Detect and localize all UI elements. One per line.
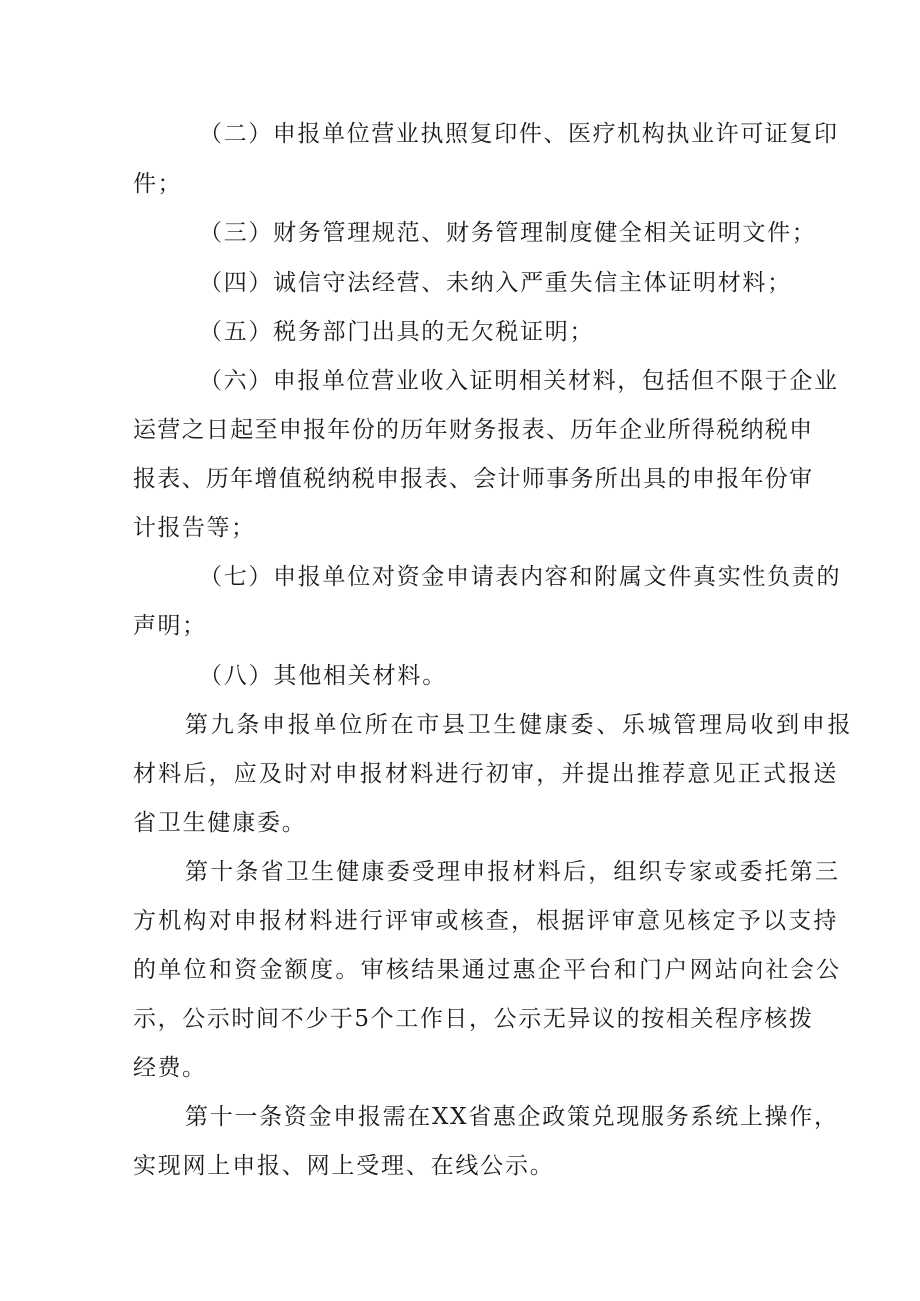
text-line: 第十条省卫生健康委受理申报材料后，组织专家或委托第三: [185, 859, 841, 885]
text-line: 经费。: [133, 1055, 207, 1081]
text-line: 省卫生健康委。: [133, 810, 307, 836]
text-line: 方机构对申报材料进行评审或核查，根据评审意见核定予以支持: [133, 908, 839, 934]
text-line: （八）其他相关材料。: [199, 663, 447, 689]
text-line: （七）申报单位对资金申请表内容和附属文件真实性负责的: [199, 564, 842, 590]
text-line: （四）诚信守法经营、未纳入严重失信主体证明材料；: [199, 270, 792, 296]
text-line: （三）财务管理规范、财务管理制度健全相关证明文件；: [199, 220, 817, 246]
text-line: 示，公示时间不少于5个工作日，公示无异议的按相关程序核拨: [133, 1006, 814, 1032]
text-line: 实现网上申报、网上受理、在线公示。: [133, 1153, 555, 1179]
text-line: 计报告等；: [133, 515, 256, 541]
text-line: 第十一条资金申报需在XX省惠企政策兑现服务系统上操作，: [185, 1104, 839, 1130]
text-line: （五）税务部门出具的无欠税证明；: [199, 319, 595, 345]
text-line: 报表、历年增值税纳税申报表、会计师事务所出具的申报年份审: [133, 466, 814, 492]
text-line: 件；: [133, 171, 182, 197]
text-line: 运营之日起至申报年份的历年财务报表、历年企业所得税纳税申: [133, 417, 814, 443]
text-line: （六）申报单位营业收入证明相关材料，包括但不限于企业: [199, 368, 839, 394]
text-line: 的单位和资金额度。审核结果通过惠企平台和门户网站向社会公: [133, 957, 842, 983]
text-line: 第九条申报单位所在市县卫生健康委、乐城管理局收到申报: [185, 712, 854, 738]
text-line: 材料后，应及时对申报材料进行初审，并提出推荐意见正式报送: [133, 761, 839, 787]
text-line: 声明；: [133, 613, 207, 639]
text-line: （二）申报单位营业执照复印件、医疗机构执业许可证复印: [199, 121, 839, 147]
